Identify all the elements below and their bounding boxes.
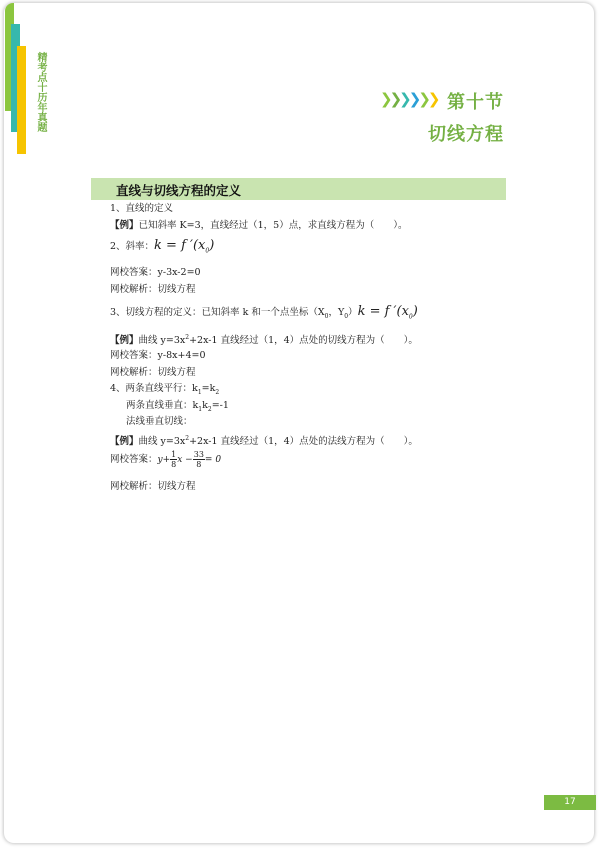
section-title: 第十节	[447, 92, 504, 113]
page-number: 17	[544, 795, 596, 810]
section-subtitle: 切线方程	[428, 124, 504, 145]
chevron-icon: ❯	[380, 90, 393, 108]
chevron-icon: ❯	[399, 90, 412, 108]
normal-equation: y+ $\frac{1}{8}$ x − $\frac{33}{8}$ = 0	[157, 450, 222, 469]
example-tag: 【例】	[110, 436, 139, 448]
perpendicular-rule: 两条直线垂直：$k_1k_2=-1$	[126, 400, 229, 413]
chevron-icon: ❯	[389, 90, 403, 108]
example-2: 【例】曲线 $y=3x^2+2x-1$ 直线经过（1，4）点处的切线方程为（ ）。	[110, 334, 418, 347]
slope-label: 2、斜率：	[110, 241, 155, 252]
example-tag: 【例】	[110, 335, 139, 347]
chevron-decoration	[380, 90, 441, 108]
normal-rule: 法线垂直切线：	[126, 416, 193, 427]
band-title: 直线与切线方程的定义	[116, 183, 242, 198]
slope-formula: k = f $'(x_0)$	[154, 238, 215, 255]
yellow-decor-bar	[17, 46, 26, 154]
analysis-2: 网校解析：切线方程	[110, 367, 196, 378]
page-frame	[4, 3, 594, 843]
example-tag: 【例】	[110, 220, 139, 231]
side-vertical-title: 精考点十历年真题	[35, 52, 46, 132]
tangent-formula: k = f $'(x_0)$	[357, 304, 418, 321]
parallel-rule: 4、两条直线平行：$k_1=k_2$	[110, 383, 220, 396]
chevron-icon: ❯	[408, 90, 422, 108]
tangent-definition: 3、切线方程的定义：已知斜率 k 和一个点坐标（$X_0$，$Y_0)k = f$ $'(x_0)$	[110, 304, 418, 321]
answer-3: 网校答案：y+ $\frac{1}{8}$ x − $\frac{33}{8}$ = 0	[110, 450, 222, 469]
answer-1: 网校答案：y-3x-2=0	[110, 267, 201, 278]
analysis-3: 网校解析：切线方程	[110, 481, 196, 492]
example-1	[110, 220, 407, 232]
line-def-1: 1、直线的定义	[110, 203, 174, 214]
slope-line	[110, 240, 214, 258]
chevron-icon: ❯	[427, 90, 441, 108]
analysis-1: 网校解析：切线方程	[110, 284, 196, 295]
answer-2: 网校答案：y-8x+4=0	[110, 350, 206, 361]
chevron-icon: ❯	[418, 90, 431, 108]
example-3: 【例】曲线 $y=3x^2+2x-1$ 直线经过（1，4）点处的法线方程为（ ）。	[110, 435, 418, 448]
example-text: 已知斜率 K=3，直线经过（1，5）点，求直线方程为（ ）。	[138, 220, 408, 231]
